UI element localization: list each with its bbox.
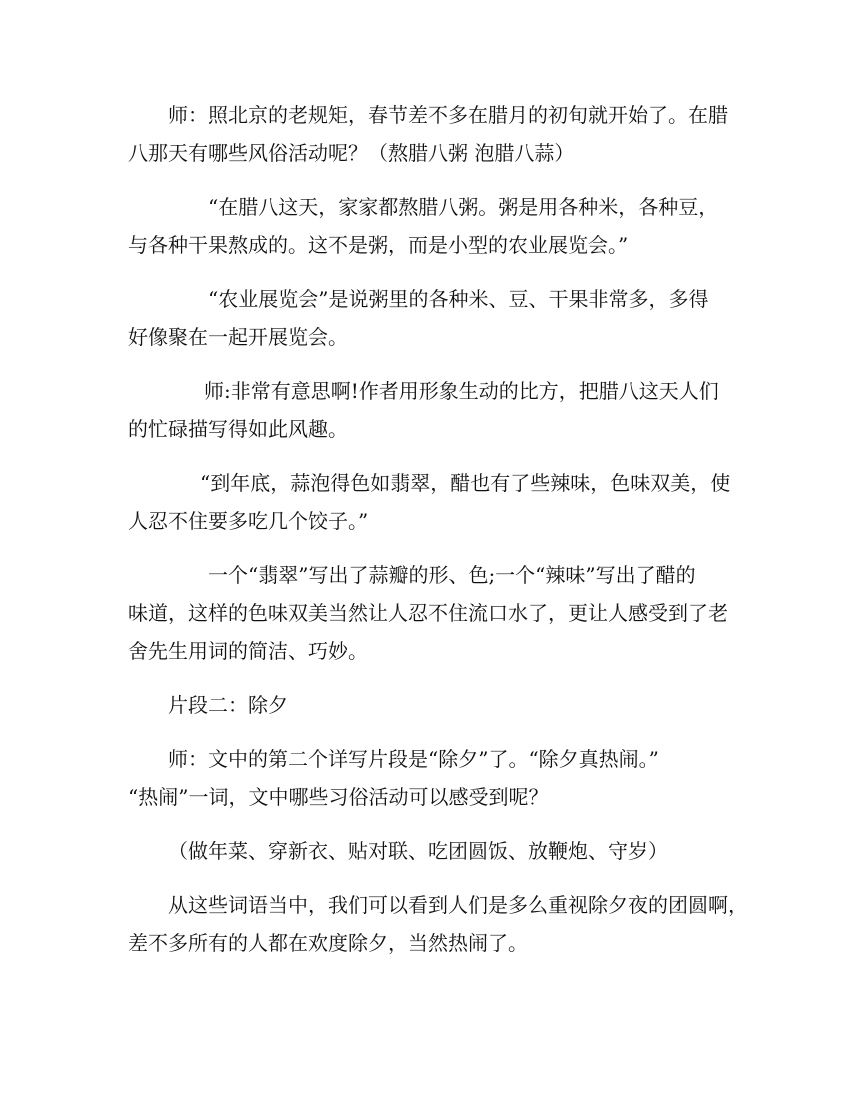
text-line: “在腊八这天，家家都熬腊八粥。粥是用各种米，各种豆， [208,195,719,219]
text-line: 舍先生用词的简洁、巧妙。 [128,639,368,663]
paragraph-laba-quote [128,188,732,264]
text-line: 的忙碌描写得如此风趣。 [128,417,348,441]
text-line: “农业展览会”是说粥里的各种米、豆、干果非常多，多得 [208,287,709,311]
paragraph-chuxi-question [128,740,732,816]
text-line: 师：文中的第二个详写片段是“除夕”了。“除夕真热闹。” [168,747,659,771]
text-line: “热闹”一词，文中哪些习俗活动可以感受到呢？ [128,785,549,809]
text-line: 八那天有哪些风俗活动呢？（熬腊八粥 泡腊八蒜） [128,141,575,165]
text-line: 差不多所有的人都在欢度除夕，当然热闹了。 [128,931,528,955]
text-line: 好像聚在一起开展览会。 [128,325,348,349]
section-heading-chuxi [168,686,732,724]
text-line: “到年底，蒜泡得色如翡翠，醋也有了些辣味，色味双美，使 [200,471,731,495]
paragraph-jade-analysis [128,556,732,670]
text-line: 从这些词语当中，我们可以看到人们是多么重视除夕夜的团圆啊， [168,893,748,917]
document-page [128,96,748,978]
paragraph-reunion-conclusion [128,886,748,962]
paragraph-teacher-comment [128,372,732,448]
text-line: 一个“翡翠”写出了蒜瓣的形、色;一个“辣味”写出了醋的 [208,563,696,587]
paragraph-customs-list [168,832,732,870]
text-line: 师:非常有意思啊!作者用形象生动的比方，把腊八这天人们 [204,379,719,403]
paragraph-garlic-quote [128,464,732,540]
text-line: 师：照北京的老规矩，春节差不多在腊月的初旬就开始了。在腊 [168,103,728,127]
text-line: （做年菜、穿新衣、贴对联、吃团圆饭、放鞭炮、守岁） [168,839,668,863]
text-line: 味道，这样的色味双美当然让人忍不住流口水了，更让人感受到了老 [128,601,728,625]
text-line: 与各种干果熬成的。这不是粥，而是小型的农业展览会。” [128,233,629,257]
text-line: 人忍不住要多吃几个饺子。” [128,509,369,533]
paragraph-expo-explanation [128,280,732,356]
text-line: 片段二：除夕 [168,693,288,717]
paragraph-laba-question [128,96,732,172]
